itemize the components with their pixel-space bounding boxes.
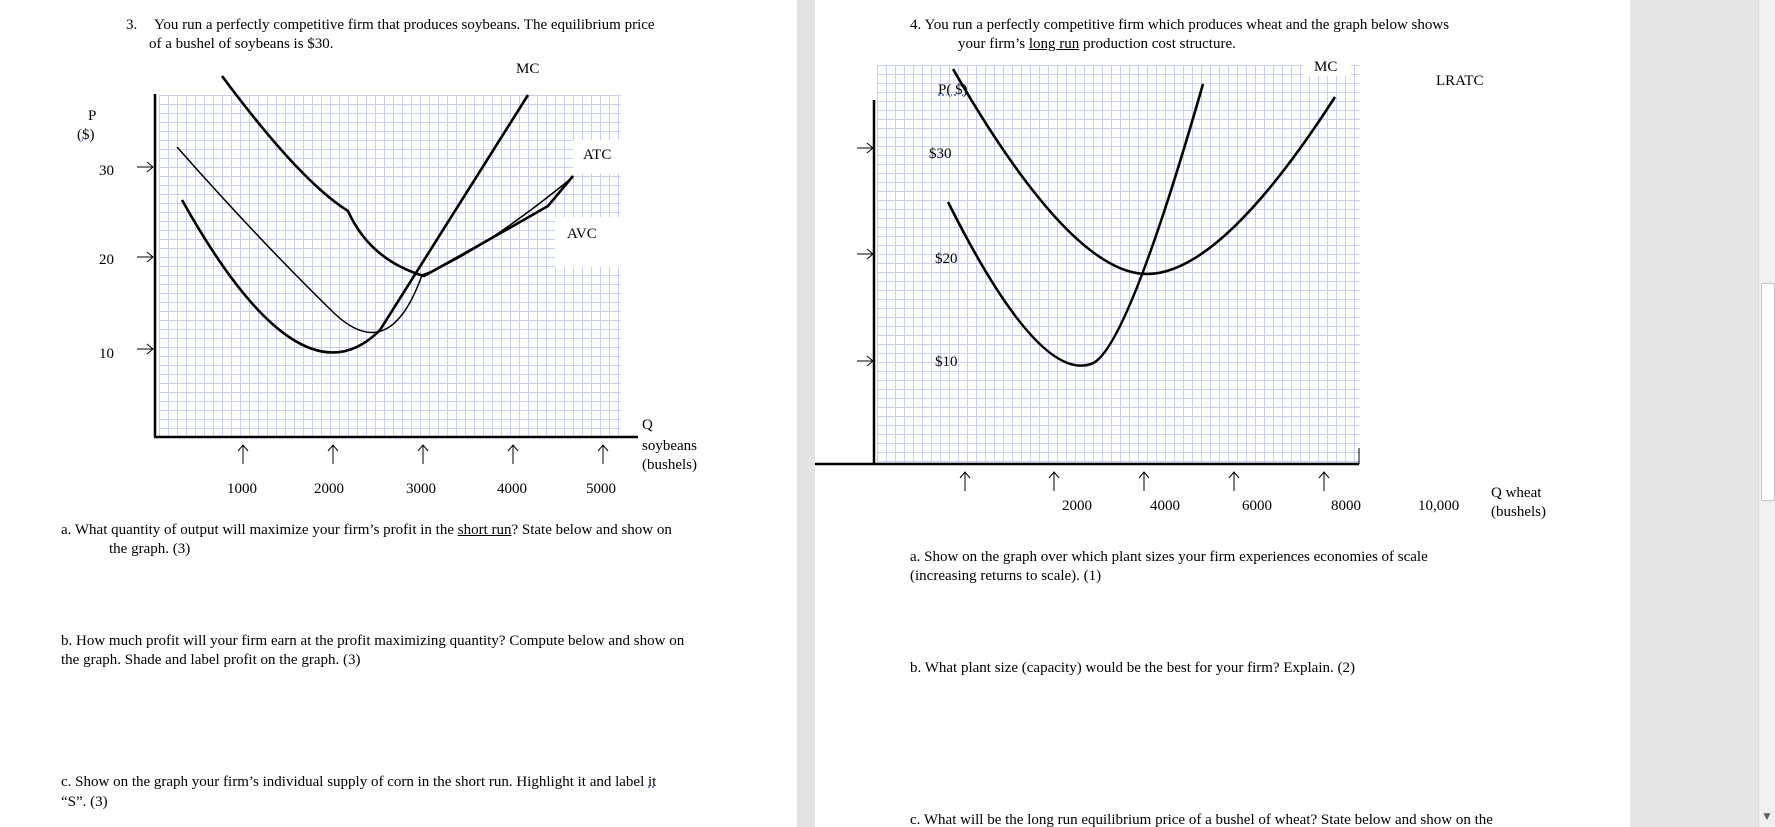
page-gap xyxy=(797,0,815,827)
q4-x-tick-10000: 10,000 xyxy=(1418,498,1460,514)
q3-x-tick-1000: 1000 xyxy=(227,481,257,497)
q4-x-tick-6000: 6000 xyxy=(1242,498,1272,514)
q4-y-tick-20: $20 xyxy=(935,251,958,267)
q3-avc-label: AVC xyxy=(567,226,597,242)
q3-price-label: P xyxy=(88,108,97,124)
scroll-down-arrow-icon[interactable]: ▼ xyxy=(1763,812,1771,822)
q3-number: 3. xyxy=(126,17,138,33)
vertical-scrollbar[interactable] xyxy=(1758,0,1775,827)
q4-x-arrow-2000 xyxy=(960,472,970,491)
q4-x-tick-8000: 8000 xyxy=(1331,498,1361,514)
q3-y-arrow-20 xyxy=(137,252,153,262)
q3-price-unit: ($) xyxy=(77,127,95,143)
q4-x-arrow-4000 xyxy=(1049,472,1059,491)
q4-x-tick-4000: 4000 xyxy=(1150,498,1180,514)
q4c-line-1: c. What will be the long run equilibrium price of a bushel of wheat? State below and show on the xyxy=(910,812,1493,827)
q3a-line-2: the graph. (3) xyxy=(109,541,191,557)
q4a-line-2: (increasing returns to scale). (1) xyxy=(910,568,1102,584)
q3-x-tick-3000: 3000 xyxy=(406,481,436,497)
q3-grid xyxy=(159,95,621,438)
q3-y-tick-30: 30 xyxy=(99,163,114,179)
q4-x-arrow-6000 xyxy=(1139,472,1149,491)
q3c-line-1: c. Show on the graph your firm’s individual supply of corn in the short run. Highlight it and label it xyxy=(61,774,657,790)
q3-y-tick-10: 10 xyxy=(99,346,114,362)
q4-intro-line-2: your firm’s long run production cost structure. xyxy=(958,36,1236,52)
q4-y-arrow-10 xyxy=(857,356,873,366)
q3-x-arrow-5000 xyxy=(598,445,608,464)
q3-intro-line-2: of a bushel of soybeans is $30. xyxy=(149,36,334,52)
q3-y-arrow-30 xyxy=(137,162,153,172)
q4-price-label: P( $) xyxy=(938,82,968,98)
q3-x-arrow-1000 xyxy=(238,445,248,464)
q3-x-arrow-2000 xyxy=(328,445,338,464)
q3c-line-2: “S”. (3) xyxy=(61,794,108,810)
document-page-2 xyxy=(815,0,1630,827)
q4-intro-line-1: 4. You run a perfectly competitive firm which produces wheat and the graph below shows xyxy=(910,17,1450,33)
q4-y-arrow-30 xyxy=(857,143,873,153)
q3a-line-1: a. What quantity of output will maximize your firm’s profit in the short run? State below and show on xyxy=(61,522,672,538)
q4b-line-1: b. What plant size (capacity) would be the best for your firm? Explain. (2) xyxy=(910,660,1355,676)
q4-x-arrow-10000 xyxy=(1319,472,1329,491)
q4-lratc-label: LRATC xyxy=(1436,73,1484,89)
q3-q-label: Q xyxy=(642,417,653,433)
q3-x-tick-2000: 2000 xyxy=(314,481,344,497)
document-page-1 xyxy=(0,0,797,827)
q3-y-tick-20: 20 xyxy=(99,252,114,268)
q3-mc-label: MC xyxy=(516,61,540,77)
q3-x-tick-4000: 4000 xyxy=(497,481,527,497)
q4-y-tick-10: $10 xyxy=(935,354,958,370)
q3-atc-label: ATC xyxy=(583,147,612,163)
q4-y-arrow-20 xyxy=(857,249,873,259)
q4-q-label: Q wheat xyxy=(1491,485,1542,501)
scrollbar-thumb[interactable] xyxy=(1761,283,1775,501)
document-background-margin xyxy=(1630,0,1758,827)
q3b-line-2: the graph. Shade and label profit on the graph. (3) xyxy=(61,652,361,668)
q3b-line-1: b. How much profit will your firm earn at the profit maximizing quantity? Compute below and show on xyxy=(61,633,685,649)
q4-mc-label: MC xyxy=(1314,59,1338,75)
q3-x-tick-5000: 5000 xyxy=(586,481,616,497)
q3-x-arrow-3000 xyxy=(418,445,428,464)
q3-q-name: soybeans xyxy=(642,438,697,454)
q3-q-unit: (bushels) xyxy=(642,457,697,473)
q4-q-unit: (bushels) xyxy=(1491,504,1546,520)
q4-x-tick-2000: 2000 xyxy=(1062,498,1092,514)
q4-x-arrow-8000 xyxy=(1229,472,1239,491)
q3-y-arrow-10 xyxy=(137,344,153,354)
q3-x-arrow-4000 xyxy=(508,445,518,464)
q3-intro-line-1: You run a perfectly competitive firm that produces soybeans. The equilibrium price xyxy=(154,17,655,33)
q4-y-tick-30: $30 xyxy=(929,146,952,162)
q4a-line-1: a. Show on the graph over which plant sizes your firm experiences economies of scale xyxy=(910,549,1428,565)
